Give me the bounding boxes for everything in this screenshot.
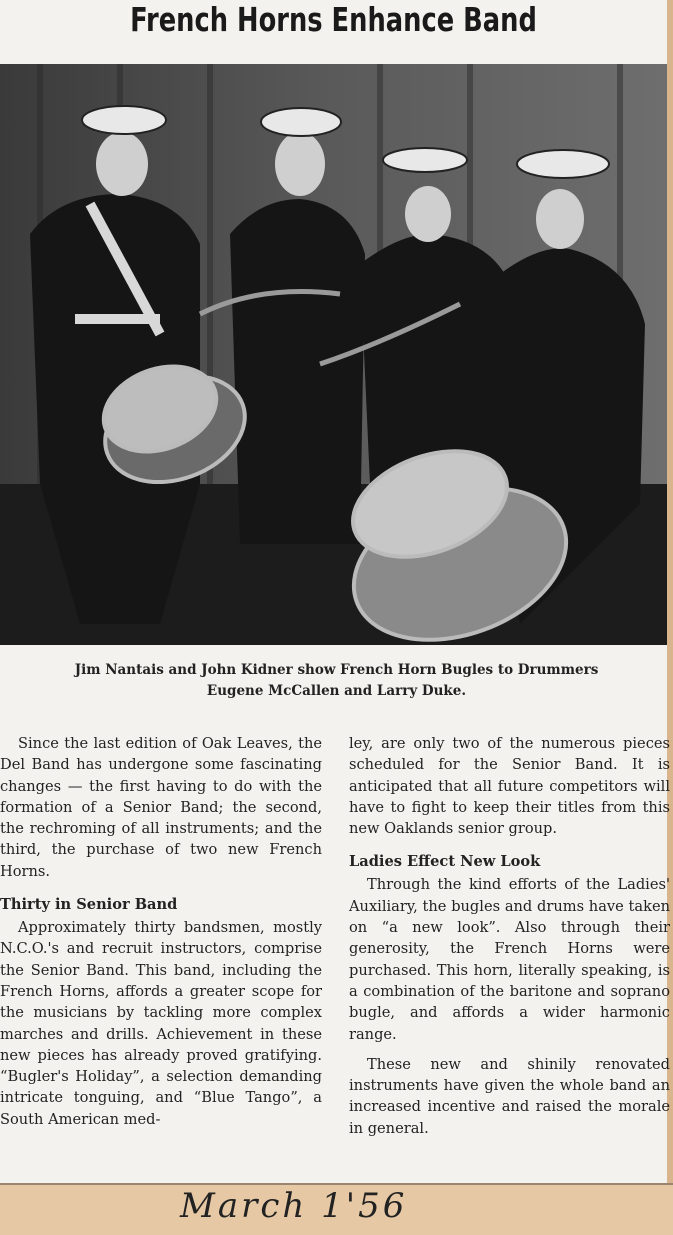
section-heading: Thirty in Senior Band: [0, 896, 178, 914]
article-paragraph: Approximately thirty bandsmen, mostly N.C.O.'s and recruit instructors, comprise the Senior Band. This band, including the French Horns, affords a greater scope for the musicians by tackling more complex marches and drills. Achievement in these new pieces has already proved gratifying. “Bugler's Holiday”, a selection demanding intricate tonguing, and “Blue Tango”, a South American med-: [0, 919, 322, 1128]
article-column-right: [349, 733, 670, 1139]
caption-line: Eugene McCallen and Larry Duke.: [206, 683, 467, 699]
article-column-left: [0, 733, 322, 1130]
article-paragraph: These new and shinily renovated instruments have given the whole band an increased incentive and raised the morale in general.: [349, 1055, 670, 1137]
handwritten-date: March 1'56: [180, 1186, 408, 1226]
article-intro: Since the last edition of Oak Leaves, the Del Band has undergone some fascinating changes — the first having to do with the formation of a Senior Band; the second, the rechroming of all instruments; and the third, the purchase of two new French Horns.: [0, 735, 322, 880]
section-heading: Ladies Effect New Look: [349, 853, 541, 871]
caption-line: Jim Nantais and John Kidner show French Horn Bugles to Drummers: [74, 662, 599, 678]
photo-caption: [0, 660, 673, 702]
article-paragraph-continued: ley, are only two of the numerous pieces scheduled for the Senior Band. It is anticipated that all future competitors will have to fight to keep their titles from this new Oaklands senior group.: [349, 735, 670, 838]
article-paragraph: Through the kind efforts of the Ladies' Auxiliary, the bugles and drums have taken on “a new look”. Also through their generosity, the French Horns were purchased. This horn, literally speaking, is a combination of the baritone and soprano bugle, and affords a wider harmonic range.: [349, 876, 670, 1043]
headline: French Horns Enhance Band: [130, 0, 537, 39]
band-photo: [0, 64, 667, 645]
